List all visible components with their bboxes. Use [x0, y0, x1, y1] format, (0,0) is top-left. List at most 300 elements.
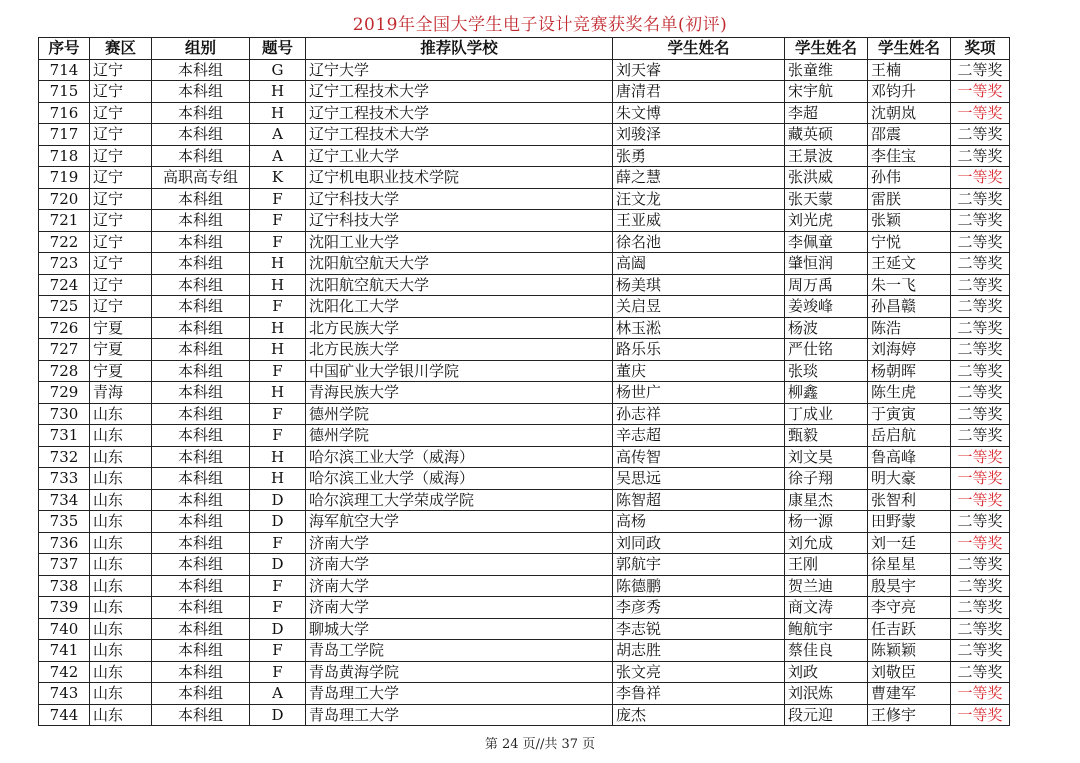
row-school: 沈阳航空航天大学 [306, 274, 613, 296]
row-prize: 二等奖 [951, 317, 1010, 339]
row-student-1: 刘骏泽 [613, 124, 785, 146]
row-number: 731 [39, 425, 90, 447]
table-row [39, 167, 1010, 189]
awards-table [38, 37, 1010, 726]
row-topic: D [250, 554, 306, 576]
row-group: 本科组 [152, 446, 250, 468]
row-region: 山东 [90, 468, 152, 490]
row-student-1: 徐名池 [613, 231, 785, 253]
row-student-1: 路乐乐 [613, 339, 785, 361]
table-row [39, 403, 1010, 425]
table-row [39, 554, 1010, 576]
row-student-1: 胡志胜 [613, 640, 785, 662]
row-group: 本科组 [152, 704, 250, 726]
row-topic: H [250, 274, 306, 296]
row-student-2: 丁成业 [785, 403, 868, 425]
row-topic: G [250, 59, 306, 81]
row-region: 山东 [90, 704, 152, 726]
row-student-3: 李守亮 [868, 597, 951, 619]
row-school: 沈阳工业大学 [306, 231, 613, 253]
row-region: 宁夏 [90, 317, 152, 339]
row-student-2: 甄毅 [785, 425, 868, 447]
table-row [39, 661, 1010, 683]
row-number: 727 [39, 339, 90, 361]
row-student-2: 杨一源 [785, 511, 868, 533]
row-topic: F [250, 640, 306, 662]
row-student-1: 李鲁祥 [613, 683, 785, 705]
table-row [39, 640, 1010, 662]
row-student-2: 张童维 [785, 59, 868, 81]
row-topic: F [250, 597, 306, 619]
row-student-3: 张颖 [868, 210, 951, 232]
row-student-2: 姜竣峰 [785, 296, 868, 318]
row-number: 726 [39, 317, 90, 339]
row-topic: F [250, 532, 306, 554]
header-school: 推荐队学校 [306, 38, 613, 60]
row-school: 辽宁机电职业技术学院 [306, 167, 613, 189]
row-student-2: 徐子翔 [785, 468, 868, 490]
row-topic: A [250, 683, 306, 705]
row-region: 辽宁 [90, 124, 152, 146]
row-student-1: 吴思远 [613, 468, 785, 490]
row-student-2: 张洪威 [785, 167, 868, 189]
page-title: 2019年全国大学生电子设计竞赛获奖名单(初评) [352, 15, 728, 35]
row-group: 本科组 [152, 81, 250, 103]
row-student-1: 高杨 [613, 511, 785, 533]
table-row [39, 339, 1010, 361]
table-row [39, 683, 1010, 705]
header-topic: 题号 [250, 38, 306, 60]
row-prize: 二等奖 [951, 59, 1010, 81]
row-topic: F [250, 661, 306, 683]
row-prize: 一等奖 [951, 102, 1010, 124]
table-row [39, 382, 1010, 404]
row-region: 山东 [90, 511, 152, 533]
row-number: 740 [39, 618, 90, 640]
row-student-2: 段元迎 [785, 704, 868, 726]
row-number: 738 [39, 575, 90, 597]
row-region: 宁夏 [90, 339, 152, 361]
row-group: 本科组 [152, 102, 250, 124]
row-group: 本科组 [152, 640, 250, 662]
row-student-2: 商文涛 [785, 597, 868, 619]
table-row [39, 597, 1010, 619]
row-prize: 二等奖 [951, 274, 1010, 296]
row-prize: 二等奖 [951, 403, 1010, 425]
row-student-2: 张天蒙 [785, 188, 868, 210]
table-row [39, 145, 1010, 167]
row-region: 山东 [90, 683, 152, 705]
row-student-1: 高阖 [613, 253, 785, 275]
row-group: 本科组 [152, 618, 250, 640]
row-school: 德州学院 [306, 403, 613, 425]
table-row [39, 231, 1010, 253]
row-prize: 二等奖 [951, 554, 1010, 576]
table-row [39, 446, 1010, 468]
row-number: 717 [39, 124, 90, 146]
row-number: 736 [39, 532, 90, 554]
header-prize: 奖项 [951, 38, 1010, 60]
row-prize: 一等奖 [951, 167, 1010, 189]
row-topic: F [250, 360, 306, 382]
row-prize: 二等奖 [951, 661, 1010, 683]
table-row [39, 124, 1010, 146]
row-prize: 二等奖 [951, 210, 1010, 232]
row-prize: 二等奖 [951, 575, 1010, 597]
row-group: 本科组 [152, 382, 250, 404]
row-prize: 一等奖 [951, 489, 1010, 511]
row-student-1: 唐清君 [613, 81, 785, 103]
row-number: 723 [39, 253, 90, 275]
row-topic: D [250, 511, 306, 533]
row-number: 732 [39, 446, 90, 468]
row-student-1: 董庆 [613, 360, 785, 382]
row-student-2: 王刚 [785, 554, 868, 576]
row-student-2: 李超 [785, 102, 868, 124]
row-topic: F [250, 425, 306, 447]
row-school: 辽宁科技大学 [306, 188, 613, 210]
row-student-3: 陈颖颖 [868, 640, 951, 662]
row-prize: 二等奖 [951, 640, 1010, 662]
row-prize: 二等奖 [951, 511, 1010, 533]
row-student-1: 陈德鹏 [613, 575, 785, 597]
table-header-row [39, 38, 1010, 60]
row-number: 725 [39, 296, 90, 318]
row-number: 724 [39, 274, 90, 296]
row-group: 本科组 [152, 124, 250, 146]
row-student-2: 肇恒润 [785, 253, 868, 275]
row-group: 本科组 [152, 554, 250, 576]
row-group: 本科组 [152, 253, 250, 275]
row-prize: 二等奖 [951, 597, 1010, 619]
row-student-1: 辛志超 [613, 425, 785, 447]
row-student-3: 朱一飞 [868, 274, 951, 296]
row-topic: F [250, 210, 306, 232]
header-student-1: 学生姓名 [613, 38, 785, 60]
row-group: 本科组 [152, 188, 250, 210]
row-student-2: 鲍航宇 [785, 618, 868, 640]
row-student-1: 张文亮 [613, 661, 785, 683]
row-school: 聊城大学 [306, 618, 613, 640]
row-school: 哈尔滨理工大学荣成学院 [306, 489, 613, 511]
row-prize: 二等奖 [951, 339, 1010, 361]
row-school: 青岛黄海学院 [306, 661, 613, 683]
row-student-1: 郭航宇 [613, 554, 785, 576]
row-student-1: 林玉淞 [613, 317, 785, 339]
row-group: 本科组 [152, 489, 250, 511]
row-student-1: 张勇 [613, 145, 785, 167]
row-number: 728 [39, 360, 90, 382]
row-number: 722 [39, 231, 90, 253]
table-row [39, 704, 1010, 726]
row-region: 青海 [90, 382, 152, 404]
row-school: 青岛工学院 [306, 640, 613, 662]
row-topic: F [250, 403, 306, 425]
table-row [39, 81, 1010, 103]
row-school: 辽宁工程技术大学 [306, 124, 613, 146]
row-region: 辽宁 [90, 59, 152, 81]
row-region: 山东 [90, 489, 152, 511]
row-group: 本科组 [152, 231, 250, 253]
table-row [39, 489, 1010, 511]
page-footer: 第 24 页//共 37 页 [484, 737, 596, 752]
row-region: 山东 [90, 532, 152, 554]
table-row [39, 253, 1010, 275]
row-prize: 一等奖 [951, 468, 1010, 490]
row-student-1: 李志锐 [613, 618, 785, 640]
row-region: 辽宁 [90, 81, 152, 103]
row-student-3: 宁悦 [868, 231, 951, 253]
row-student-3: 刘海婷 [868, 339, 951, 361]
row-topic: H [250, 317, 306, 339]
row-student-2: 刘政 [785, 661, 868, 683]
row-student-1: 薛之慧 [613, 167, 785, 189]
table-row [39, 59, 1010, 81]
row-student-3: 徐星星 [868, 554, 951, 576]
row-region: 山东 [90, 425, 152, 447]
row-topic: H [250, 339, 306, 361]
row-school: 济南大学 [306, 532, 613, 554]
row-group: 本科组 [152, 317, 250, 339]
table-row [39, 468, 1010, 490]
row-student-1: 刘天睿 [613, 59, 785, 81]
row-number: 714 [39, 59, 90, 81]
row-school: 青岛理工大学 [306, 704, 613, 726]
row-school: 济南大学 [306, 554, 613, 576]
row-school: 沈阳航空航天大学 [306, 253, 613, 275]
row-region: 辽宁 [90, 188, 152, 210]
row-student-2: 刘光虎 [785, 210, 868, 232]
row-group: 本科组 [152, 360, 250, 382]
row-prize: 二等奖 [951, 618, 1010, 640]
row-student-3: 张智利 [868, 489, 951, 511]
row-student-3: 邵震 [868, 124, 951, 146]
row-student-3: 鲁高峰 [868, 446, 951, 468]
table-row [39, 102, 1010, 124]
row-student-3: 王延文 [868, 253, 951, 275]
row-number: 716 [39, 102, 90, 124]
row-student-2: 柳鑫 [785, 382, 868, 404]
row-school: 中国矿业大学银川学院 [306, 360, 613, 382]
row-student-2: 刘允成 [785, 532, 868, 554]
row-student-2: 贺兰迪 [785, 575, 868, 597]
row-prize: 二等奖 [951, 124, 1010, 146]
table-row [39, 274, 1010, 296]
row-prize: 二等奖 [951, 145, 1010, 167]
table-row [39, 210, 1010, 232]
row-prize: 一等奖 [951, 704, 1010, 726]
row-student-2: 李佩童 [785, 231, 868, 253]
row-prize: 二等奖 [951, 425, 1010, 447]
row-prize: 二等奖 [951, 231, 1010, 253]
row-student-3: 明大豪 [868, 468, 951, 490]
row-student-1: 庞杰 [613, 704, 785, 726]
row-number: 744 [39, 704, 90, 726]
row-student-2: 康星杰 [785, 489, 868, 511]
row-region: 辽宁 [90, 102, 152, 124]
row-region: 辽宁 [90, 296, 152, 318]
row-student-1: 关启昱 [613, 296, 785, 318]
table-row [39, 296, 1010, 318]
row-group: 本科组 [152, 575, 250, 597]
row-student-1: 朱文博 [613, 102, 785, 124]
row-number: 721 [39, 210, 90, 232]
row-group: 本科组 [152, 597, 250, 619]
row-student-1: 杨世广 [613, 382, 785, 404]
row-student-3: 于寅寅 [868, 403, 951, 425]
row-group: 本科组 [152, 145, 250, 167]
row-student-3: 任吉跃 [868, 618, 951, 640]
row-number: 734 [39, 489, 90, 511]
row-school: 辽宁大学 [306, 59, 613, 81]
row-student-3: 沈朝岚 [868, 102, 951, 124]
row-student-2: 王景波 [785, 145, 868, 167]
row-region: 山东 [90, 403, 152, 425]
row-student-3: 陈浩 [868, 317, 951, 339]
table-row [39, 511, 1010, 533]
row-student-3: 岳启航 [868, 425, 951, 447]
row-region: 山东 [90, 446, 152, 468]
header-student-3: 学生姓名 [868, 38, 951, 60]
row-school: 哈尔滨工业大学（威海） [306, 446, 613, 468]
row-topic: D [250, 704, 306, 726]
row-prize: 二等奖 [951, 296, 1010, 318]
row-student-3: 殷昊宇 [868, 575, 951, 597]
table-row [39, 360, 1010, 382]
row-school: 海军航空大学 [306, 511, 613, 533]
table-row [39, 317, 1010, 339]
header-student-2: 学生姓名 [785, 38, 868, 60]
row-topic: A [250, 124, 306, 146]
row-prize: 一等奖 [951, 683, 1010, 705]
row-topic: H [250, 253, 306, 275]
header-number: 序号 [39, 38, 90, 60]
row-topic: F [250, 188, 306, 210]
row-student-3: 邓钧升 [868, 81, 951, 103]
row-group: 本科组 [152, 59, 250, 81]
row-student-2: 蔡佳良 [785, 640, 868, 662]
row-student-2: 周万禹 [785, 274, 868, 296]
row-school: 青岛理工大学 [306, 683, 613, 705]
table-row [39, 575, 1010, 597]
row-region: 山东 [90, 618, 152, 640]
row-student-3: 王楠 [868, 59, 951, 81]
row-region: 辽宁 [90, 145, 152, 167]
row-number: 729 [39, 382, 90, 404]
row-region: 辽宁 [90, 274, 152, 296]
row-topic: F [250, 231, 306, 253]
row-prize: 一等奖 [951, 532, 1010, 554]
row-school: 济南大学 [306, 597, 613, 619]
row-student-3: 田野蒙 [868, 511, 951, 533]
row-student-3: 刘一廷 [868, 532, 951, 554]
row-topic: H [250, 446, 306, 468]
row-prize: 二等奖 [951, 253, 1010, 275]
row-topic: D [250, 489, 306, 511]
row-school: 济南大学 [306, 575, 613, 597]
row-topic: H [250, 81, 306, 103]
row-student-1: 杨美琪 [613, 274, 785, 296]
row-student-3: 李佳宝 [868, 145, 951, 167]
row-group: 本科组 [152, 274, 250, 296]
row-group: 本科组 [152, 210, 250, 232]
row-student-2: 张琰 [785, 360, 868, 382]
row-region: 山东 [90, 597, 152, 619]
row-number: 718 [39, 145, 90, 167]
row-student-2: 宋宇航 [785, 81, 868, 103]
row-student-3: 王修宇 [868, 704, 951, 726]
table-body [39, 59, 1010, 726]
row-school: 辽宁科技大学 [306, 210, 613, 232]
row-school: 青海民族大学 [306, 382, 613, 404]
row-prize: 一等奖 [951, 81, 1010, 103]
row-student-3: 曹建军 [868, 683, 951, 705]
row-number: 735 [39, 511, 90, 533]
row-number: 733 [39, 468, 90, 490]
row-school: 哈尔滨工业大学（威海） [306, 468, 613, 490]
row-topic: F [250, 296, 306, 318]
row-student-1: 高传智 [613, 446, 785, 468]
row-student-1: 李彦秀 [613, 597, 785, 619]
row-group: 本科组 [152, 339, 250, 361]
row-topic: D [250, 618, 306, 640]
row-region: 宁夏 [90, 360, 152, 382]
table-row [39, 425, 1010, 447]
row-student-1: 陈智超 [613, 489, 785, 511]
row-number: 730 [39, 403, 90, 425]
row-group: 本科组 [152, 425, 250, 447]
row-prize: 二等奖 [951, 382, 1010, 404]
row-number: 715 [39, 81, 90, 103]
header-group: 组别 [152, 38, 250, 60]
row-region: 辽宁 [90, 210, 152, 232]
row-prize: 二等奖 [951, 188, 1010, 210]
row-student-2: 刘泯炼 [785, 683, 868, 705]
row-school: 辽宁工程技术大学 [306, 81, 613, 103]
row-school: 北方民族大学 [306, 339, 613, 361]
row-student-1: 王亚威 [613, 210, 785, 232]
row-number: 741 [39, 640, 90, 662]
row-topic: K [250, 167, 306, 189]
row-group: 高职高专组 [152, 167, 250, 189]
table-row [39, 532, 1010, 554]
row-topic: H [250, 382, 306, 404]
row-student-3: 陈生虎 [868, 382, 951, 404]
row-topic: F [250, 575, 306, 597]
row-group: 本科组 [152, 296, 250, 318]
row-number: 743 [39, 683, 90, 705]
row-student-1: 汪文龙 [613, 188, 785, 210]
row-student-3: 雷朕 [868, 188, 951, 210]
row-number: 719 [39, 167, 90, 189]
row-student-3: 杨朝晖 [868, 360, 951, 382]
row-student-3: 刘敬臣 [868, 661, 951, 683]
row-group: 本科组 [152, 683, 250, 705]
row-school: 北方民族大学 [306, 317, 613, 339]
row-number: 737 [39, 554, 90, 576]
row-prize: 一等奖 [951, 446, 1010, 468]
row-region: 山东 [90, 661, 152, 683]
row-group: 本科组 [152, 511, 250, 533]
row-group: 本科组 [152, 661, 250, 683]
row-school: 德州学院 [306, 425, 613, 447]
row-group: 本科组 [152, 403, 250, 425]
row-student-2: 刘文昊 [785, 446, 868, 468]
row-student-1: 孙志祥 [613, 403, 785, 425]
table-row [39, 618, 1010, 640]
row-student-3: 孙伟 [868, 167, 951, 189]
header-region: 赛区 [90, 38, 152, 60]
